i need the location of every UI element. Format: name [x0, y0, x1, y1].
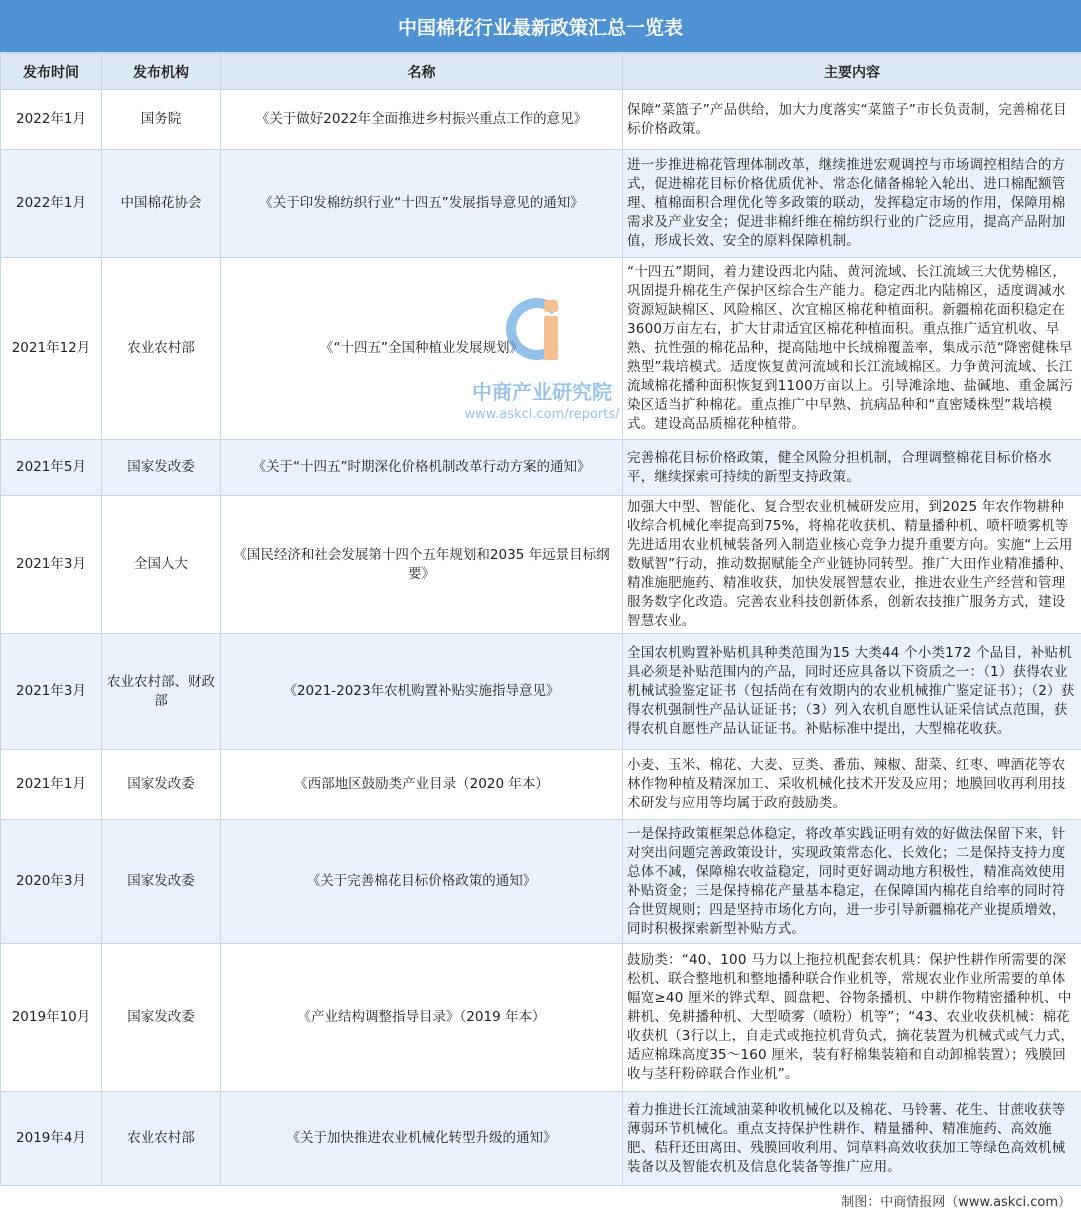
cell-content: 鼓励类：“40、100 马力以上拖拉机配套农机具：保护性耕作所需要的深松机、联合整地机和整地播种联合作业机等，常规农业作业所需要的单体幅宽≥40 厘米的铧式犁、圆盘耙、谷物条播机、中耕作物精密播种机、中耕机、免耕播种机、大型喷雾（喷粉）机等”；“43、农业收获机械：棉花收获机（3行以上，自走式或拖拉机背负式，摘花装置为机械式或气力式，适应棉珠高度35～160 厘米，装有籽棉集装箱和自动卸棉装置）；残膜回收与茎秆粉碎联合作业机”。	[623, 944, 1081, 1092]
cell-name: 《关于加快推进农业机械化转型升级的通知》	[221, 1092, 623, 1186]
cell-org: 国家发改委	[102, 440, 221, 496]
header-row	[1, 54, 1081, 90]
cell-content: 着力推进长江流域油菜种收机械化以及棉花、马铃薯、花生、甘蔗收获等薄弱环节机械化。重点支持保护性耕作、精量播种、精准施药、高效施肥、秸秆还田离田、残膜回收利用、饲草料高效收获加工等绿色高效机械装备以及智能农机及信息化装备等推广应用。	[623, 1092, 1081, 1186]
cell-name: 《产业结构调整指导目录》（2019 年本）	[221, 944, 623, 1092]
cell-date: 2022年1月	[1, 150, 102, 258]
cell-content: 全国农机购置补贴机具种类范围为15 大类44 个小类172 个品目，补贴机具必须是补贴范围内的产品，同时还应具备以下资质之一：（1）获得农业机械试验鉴定证书（包括尚在有效期内的农业机械推广鉴定证书）；（2）获得农机强制性产品认证证书；（3）列入农机自愿性认证采信试点范围，获得农机自愿性产品认证证书。补贴标准中提出，大型棉花收获。	[623, 634, 1081, 750]
cell-org: 国务院	[102, 90, 221, 150]
table-row	[1, 634, 1081, 750]
cell-content: “十四五”期间，着力建设西北内陆、黄河流域、长江流域三大优势棉区，巩固提升棉花生产保护区综合生产能力。稳定西北内陆棉区，适度调减水资源短缺棉区、风险棉区、次宜棉区棉花种植面积。新疆棉花面积稳定在3600万亩左右，扩大甘肃适宜区棉花种植面积。重点推广适宜机收、早熟、抗性强的棉花品种，提高陆地中长绒棉覆盖率，集成示范“降密健株早熟型”栽培模式。适度恢复黄河流域和长江流域棉区。力争黄河流域、长江流域棉花播种面积恢复到1100万亩以上。引导滩涂地、盐碱地、重金属污染区适当扩种棉花。重点推广中早熟、抗病品种和“直密矮株型”栽培模式。建设高品质棉花种植带。	[623, 258, 1081, 440]
header-name: 名称	[221, 54, 623, 90]
policy-table	[0, 53, 1081, 1186]
cell-name: 《关于“十四五”时期深化价格机制改革行动方案的通知》	[221, 440, 623, 496]
table-row	[1, 258, 1081, 440]
cell-date: 2020年3月	[1, 820, 102, 944]
cell-date: 2021年3月	[1, 496, 102, 634]
cell-name: 《西部地区鼓励类产业目录（2020 年本）	[221, 750, 623, 820]
cell-org: 国家发改委	[102, 944, 221, 1092]
table-row	[1, 90, 1081, 150]
watermark-name: 中商产业研究院	[452, 376, 632, 405]
cell-date: 2019年4月	[1, 1092, 102, 1186]
cell-name: 《2021-2023年农机购置补贴实施指导意见》	[221, 634, 623, 750]
cell-content: 完善棉花目标价格政策，健全风险分担机制，合理调整棉花目标价格水平，继续探索可持续的新型支持政策。	[623, 440, 1081, 496]
table-row	[1, 496, 1081, 634]
table-row	[1, 944, 1081, 1092]
cell-date: 2021年3月	[1, 634, 102, 750]
cell-content: 小麦、玉米、棉花、大麦、豆类、番茄、辣椒、甜菜、红枣、啤酒花等农林作物种植及精深加工、采收机械化技术开发及应用；地膜回收再利用技术研发与应用等均属于政府鼓励类。	[623, 750, 1081, 820]
table-row	[1, 150, 1081, 258]
cell-date: 2021年12月	[1, 258, 102, 440]
cell-date: 2022年1月	[1, 90, 102, 150]
cell-org: 农业农村部	[102, 258, 221, 440]
cell-date: 2021年5月	[1, 440, 102, 496]
cell-name: 《“十四五”全国种植业发展规划》	[221, 258, 623, 440]
cell-org: 中国棉花协会	[102, 150, 221, 258]
cell-content: 进一步推进棉花管理体制改革，继续推进宏观调控与市场调控相结合的方式，促进棉花目标价格优质优补、常态化储备棉轮入轮出、进口棉配额管理、植棉面积合理优化等多政策的联动，发挥稳定市场的作用，保障用棉需求及产业安全；促进非棉纤维在棉纺织行业的广泛应用，提高产品附加值，形成长效、安全的原料保障机制。	[623, 150, 1081, 258]
cell-org: 全国人大	[102, 496, 221, 634]
watermark-url: www.askci.com/reports/	[452, 407, 632, 422]
table-row	[1, 440, 1081, 496]
table-row	[1, 1092, 1081, 1186]
cell-date: 2019年10月	[1, 944, 102, 1092]
table-title: 中国棉花行业最新政策汇总一览表	[0, 0, 1081, 53]
cell-org: 农业农村部、财政部	[102, 634, 221, 750]
cell-name: 《关于印发棉纺织行业“十四五”发展指导意见的通知》	[221, 150, 623, 258]
header-content: 主要内容	[623, 54, 1081, 90]
cell-org: 国家发改委	[102, 820, 221, 944]
table-row	[1, 750, 1081, 820]
cell-content: 加强大中型、智能化、复合型农业机械研发应用，到2025 年农作物耕种收综合机械化率提高到75%，将棉花收获机、精量播种机、喷杆喷雾机等先进适用农业机械装备列入制造业核心竞争力提升重要方向。实施“上云用数赋智”行动，推动数据赋能全产业链协同转型。推广大田作业精准播种、精准施肥施药、精准收获，加快发展智慧农业，推进农业生产经营和管理服务数字化改造。完善农业科技创新体系，创新农技推广服务方式，建设智慧农业。	[623, 496, 1081, 634]
header-org: 发布机构	[102, 54, 221, 90]
cell-name: 《关于做好2022年全面推进乡村振兴重点工作的意见》	[221, 90, 623, 150]
cell-content: 保障“菜篮子”产品供给，加大力度落实“菜篮子”市长负责制，完善棉花目标价格政策。	[623, 90, 1081, 150]
cell-date: 2021年1月	[1, 750, 102, 820]
table-row	[1, 820, 1081, 944]
cell-org: 国家发改委	[102, 750, 221, 820]
source-footer: 制图：中商情报网（www.askci.com）	[0, 1186, 1081, 1214]
cell-content: 一是保持政策框架总体稳定，将改革实践证明有效的好做法保留下来，针对突出问题完善政策设计，实现政策常态化、长效化；二是保持支持力度总体不减，保障棉农收益稳定，同时更好调动地方积极性，精准高效使用补贴资金；三是保持棉花产量基本稳定，在保障国内棉花自给率的同时符合世贸规则；四是坚持市场化方向，进一步引导新疆棉花产业提质增效，同时积极探索新型补贴方式。	[623, 820, 1081, 944]
cell-org: 农业农村部	[102, 1092, 221, 1186]
cell-name: 《关于完善棉花目标价格政策的通知》	[221, 820, 623, 944]
header-date: 发布时间	[1, 54, 102, 90]
cell-name: 《国民经济和社会发展第十四个五年规划和2035 年远景目标纲要》	[221, 496, 623, 634]
